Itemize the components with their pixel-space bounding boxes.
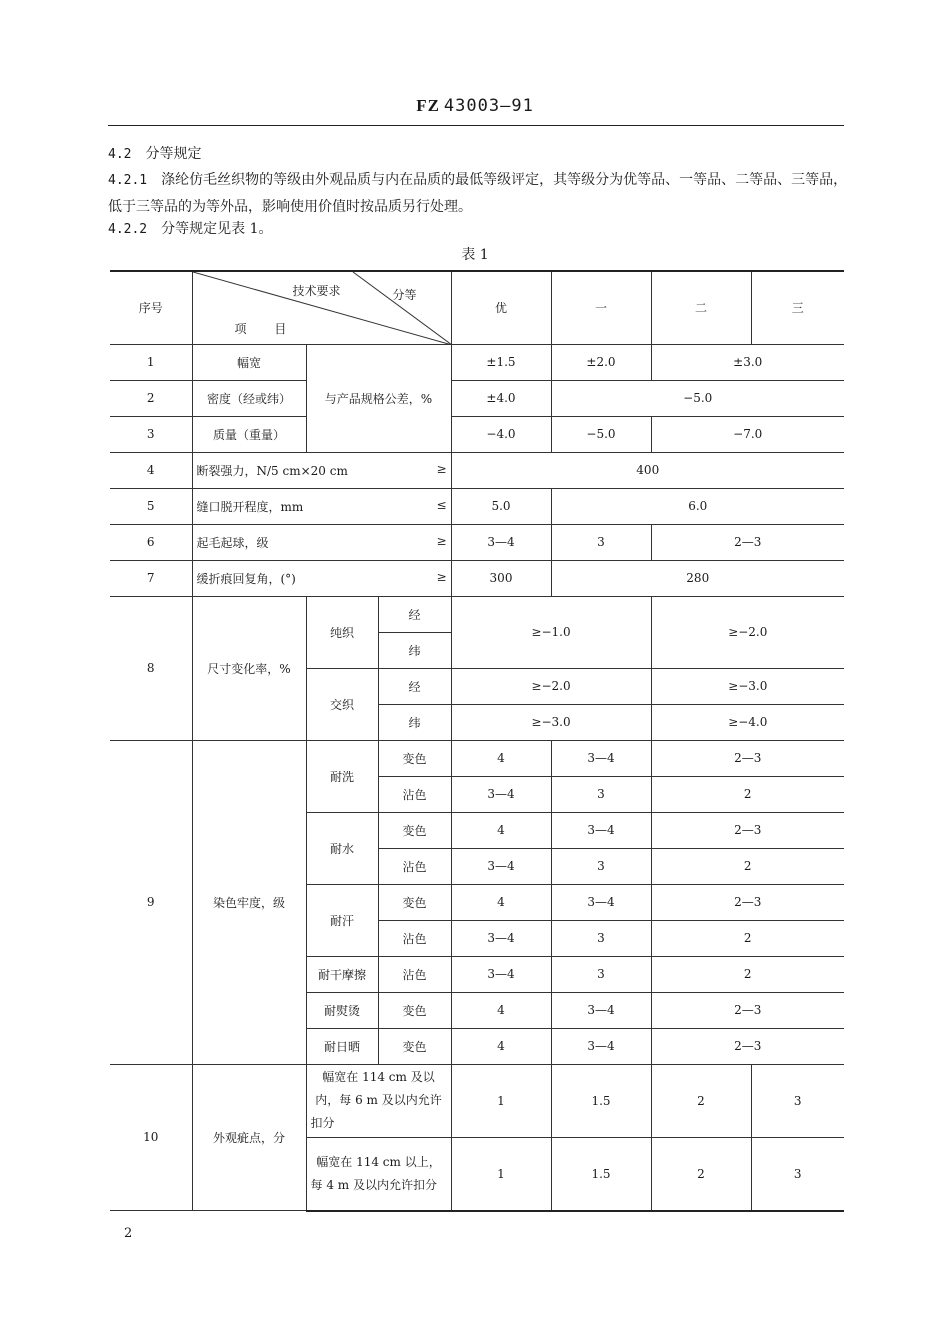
page-number: 2: [124, 1226, 133, 1241]
table-row: [110, 596, 844, 632]
row-seq: 4: [110, 452, 192, 488]
cell-grade-2-3: 2—3: [651, 812, 844, 848]
cell-you: 4: [451, 884, 551, 920]
paragraph-text: 涤纶仿毛丝织物的等级由外观品质与内在品质的最低等级评定，其等级分为优等品、一等品、二等品、三等品，低于三等品的为等外品，影响使用价值时按品质另行处理。: [108, 172, 848, 215]
standard-code: 43003—91: [443, 96, 534, 116]
row-item: [192, 560, 451, 596]
cell-grade-2-3: 2—3: [651, 524, 844, 560]
cell-grade-2: 2: [651, 1064, 751, 1137]
header-diagonal-cell: [192, 271, 451, 344]
cell-grade-1: 3—4: [551, 740, 651, 776]
row-item: 质量（重量）: [192, 416, 306, 452]
document-header: [0, 96, 950, 116]
row-item: 外观疵点，分: [192, 1064, 306, 1211]
cell-grade-3: 3: [751, 1137, 844, 1211]
row-seq: 5: [110, 488, 192, 524]
row-item: 幅宽: [192, 344, 306, 380]
cell-grade-you-1: ≥−1.0: [451, 596, 651, 668]
test-water: 耐水: [306, 812, 378, 884]
row-seq: 1: [110, 344, 192, 380]
direction-weft: 纬: [378, 704, 451, 740]
cell-grade-2-3: 2: [651, 776, 844, 812]
subgroup-pure: 纯织: [306, 596, 378, 668]
item-label: 缝口脱开程度，mm: [196, 499, 304, 514]
cell-grade-2-3: ≥−2.0: [651, 596, 844, 668]
cell-grade-2-3: 2: [651, 956, 844, 992]
cell-grade-1: 3: [551, 956, 651, 992]
row-item: [192, 524, 451, 560]
test-dry-rub: 耐干摩擦: [306, 956, 378, 992]
table-row: [110, 452, 844, 488]
property-stain: 沾色: [378, 956, 451, 992]
property-stain: 沾色: [378, 776, 451, 812]
table-row: [110, 1064, 844, 1137]
cell-grade-1: 3—4: [551, 812, 651, 848]
comparison-symbol: ≥: [436, 569, 447, 584]
row-item: [192, 452, 451, 488]
comparison-symbol: ≤: [436, 497, 447, 512]
header-rule: [108, 125, 844, 126]
item-label: 缓折痕回复角，(°): [196, 571, 296, 586]
section-title: 分等规定: [145, 146, 202, 162]
cell-you: 3—4: [451, 524, 551, 560]
paragraph-number: 4.2.2: [108, 222, 148, 237]
table-row: [110, 380, 844, 416]
cell-grade-1: 3—4: [551, 884, 651, 920]
cell-grade-2-3: ≥−3.0: [651, 668, 844, 704]
cell-grade-1: 1.5: [551, 1137, 651, 1211]
cell-grade-1: 3: [551, 524, 651, 560]
row-item: 染色牢度，级: [192, 740, 306, 1064]
grading-table: [110, 270, 844, 1212]
row-seq: 3: [110, 416, 192, 452]
cell-you: 3—4: [451, 920, 551, 956]
table-row: [110, 560, 844, 596]
cell-grade-1: −5.0: [551, 416, 651, 452]
header-grade: 分等: [392, 288, 417, 302]
header-tech-requirement: 技术要求: [292, 284, 341, 298]
table-row: [110, 344, 844, 380]
standard-prefix: FZ: [416, 96, 440, 115]
test-wash: 耐洗: [306, 740, 378, 812]
property-fade: 变色: [378, 740, 451, 776]
cell-grade-1: 3—4: [551, 1028, 651, 1064]
header-seq: 序号: [110, 271, 192, 344]
cell-you: 3—4: [451, 776, 551, 812]
row-item: 密度（经或纬）: [192, 380, 306, 416]
section-number: 4.2: [108, 147, 132, 162]
cell-grade-2-3: −7.0: [651, 416, 844, 452]
cell-all-grades: 400: [451, 452, 844, 488]
cell-you: 4: [451, 812, 551, 848]
direction-warp: 经: [378, 668, 451, 704]
condition-wide: 幅宽在 114 cm 以上，每 4 m 及以内允许扣分: [306, 1137, 451, 1211]
tolerance-label: 与产品规格公差，%: [306, 344, 451, 452]
comparison-symbol: ≥: [436, 461, 447, 476]
cell-grade-you-1: ≥−3.0: [451, 704, 651, 740]
cell-grade-1-3: 6.0: [551, 488, 844, 524]
property-fade: 变色: [378, 1028, 451, 1064]
property-fade: 变色: [378, 812, 451, 848]
cell-grade-1-3: −5.0: [551, 380, 844, 416]
cell-you: 3—4: [451, 956, 551, 992]
row-item: [192, 488, 451, 524]
cell-you: ±1.5: [451, 344, 551, 380]
comparison-symbol: ≥: [436, 533, 447, 548]
property-stain: 沾色: [378, 848, 451, 884]
cell-grade-1: 3: [551, 848, 651, 884]
item-label: 断裂强力，N/5 cm×20 cm: [196, 463, 348, 478]
row-seq: 10: [110, 1064, 192, 1211]
table-header-row: [110, 271, 844, 344]
cell-grade-1: 3: [551, 776, 651, 812]
cell-you: ±4.0: [451, 380, 551, 416]
header-grade-2: 二: [651, 271, 751, 344]
table-row: [110, 740, 844, 776]
header-grade-you: 优: [451, 271, 551, 344]
cell-grade-2-3: ≥−4.0: [651, 704, 844, 740]
cell-grade-1: 3—4: [551, 992, 651, 1028]
cell-you: 1: [451, 1137, 551, 1211]
cell-you: 1: [451, 1064, 551, 1137]
paragraph-text: 分等规定见表 1。: [161, 221, 273, 237]
cell-grade-2-3: ±3.0: [651, 344, 844, 380]
paragraph-4-2-1: [108, 167, 848, 221]
direction-warp: 经: [378, 596, 451, 632]
row-item: 尺寸变化率，%: [192, 596, 306, 740]
property-fade: 变色: [378, 992, 451, 1028]
test-sweat: 耐汗: [306, 884, 378, 956]
cell-grade-2-3: 2: [651, 920, 844, 956]
cell-grade-2-3: 2—3: [651, 740, 844, 776]
cell-grade-1-3: 280: [551, 560, 844, 596]
row-seq: 2: [110, 380, 192, 416]
cell-you: 3—4: [451, 848, 551, 884]
cell-you: 5.0: [451, 488, 551, 524]
cell-you: 4: [451, 992, 551, 1028]
table-row: [110, 416, 844, 452]
cell-grade-1: 1.5: [551, 1064, 651, 1137]
cell-grade-2-3: 2—3: [651, 992, 844, 1028]
section-heading: [108, 141, 848, 168]
cell-grade-1: ±2.0: [551, 344, 651, 380]
table-row: [110, 488, 844, 524]
row-seq: 8: [110, 596, 192, 740]
row-seq: 9: [110, 740, 192, 1064]
cell-grade-2: 2: [651, 1137, 751, 1211]
row-seq: 6: [110, 524, 192, 560]
cell-you: 300: [451, 560, 551, 596]
cell-you: 4: [451, 1028, 551, 1064]
test-sunlight: 耐日晒: [306, 1028, 378, 1064]
cell-grade-2-3: 2: [651, 848, 844, 884]
cell-grade-you-1: ≥−2.0: [451, 668, 651, 704]
header-item: 项 目: [234, 322, 299, 336]
cell-grade-1: 3: [551, 920, 651, 956]
row-seq: 7: [110, 560, 192, 596]
test-ironing: 耐熨烫: [306, 992, 378, 1028]
property-fade: 变色: [378, 884, 451, 920]
cell-grade-2-3: 2—3: [651, 1028, 844, 1064]
header-grade-1: 一: [551, 271, 651, 344]
item-label: 起毛起球，级: [196, 535, 269, 550]
paragraph-4-2-2: [108, 216, 848, 243]
cell-grade-2-3: 2—3: [651, 884, 844, 920]
cell-grade-3: 3: [751, 1064, 844, 1137]
direction-weft: 纬: [378, 632, 451, 668]
condition-narrow: 幅宽在 114 cm 及以内，每 6 m 及以内允许扣分: [306, 1064, 451, 1137]
paragraph-number: 4.2.1: [108, 173, 148, 188]
header-grade-3: 三: [751, 271, 844, 344]
cell-you: −4.0: [451, 416, 551, 452]
table-caption: 表 1: [461, 247, 489, 263]
property-stain: 沾色: [378, 920, 451, 956]
table-row: [110, 524, 844, 560]
cell-you: 4: [451, 740, 551, 776]
subgroup-mixed: 交织: [306, 668, 378, 740]
